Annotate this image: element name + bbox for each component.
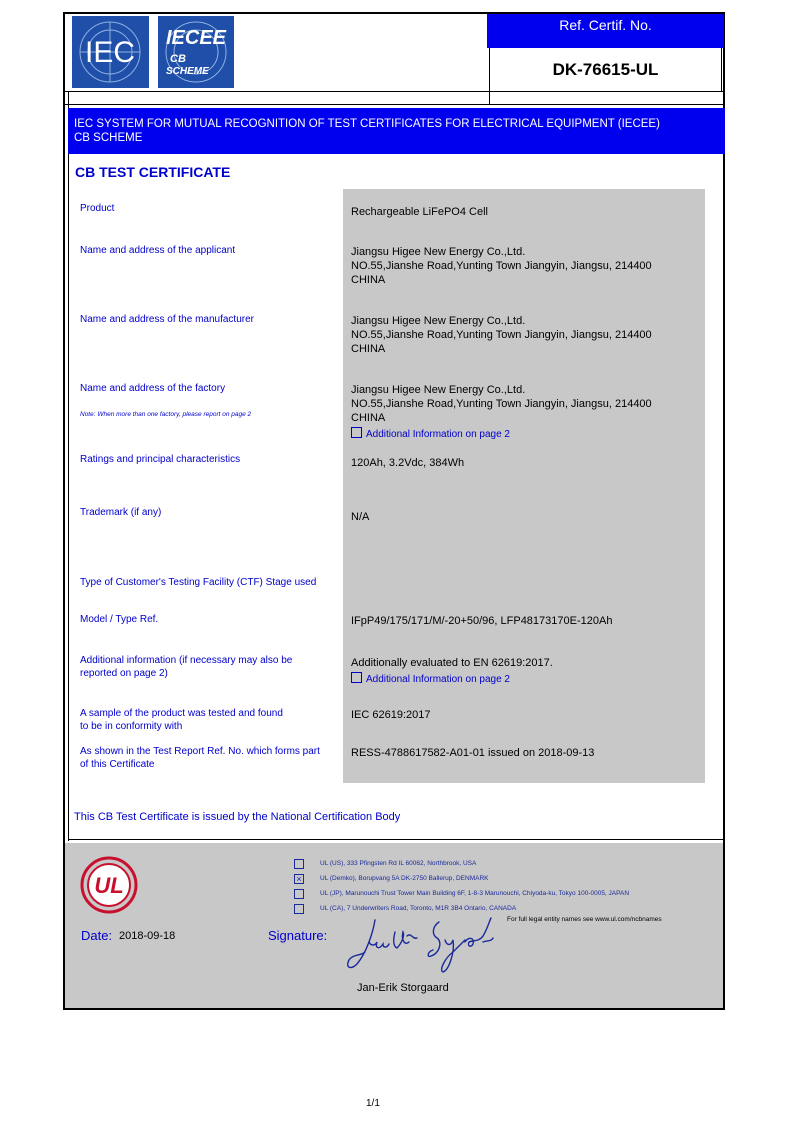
- ref-value: DK-76615-UL: [489, 48, 722, 92]
- ctf-label: Type of Customer's Testing Facility (CTF) Stage used: [80, 577, 317, 588]
- ul-site-item[interactable]: UL (US), 333 Pfingsten Rd IL 60062, Northbrook, USA: [294, 856, 629, 871]
- ref-certificate-box: [487, 14, 724, 92]
- ul-sites-list: [294, 856, 629, 916]
- banner-line1: IEC SYSTEM FOR MUTUAL RECOGNITION OF TEST CERTIFICATES FOR ELECTRICAL EQUIPMENT (IECEE): [74, 118, 660, 130]
- divider: [724, 91, 725, 841]
- iecee-banner: [68, 108, 725, 154]
- iec-logo: [72, 16, 149, 88]
- date-label: Date:: [81, 928, 113, 943]
- factory-label: Name and address of the factory: [80, 383, 226, 394]
- page-number: 1/1: [366, 1098, 380, 1109]
- ratings-label: Ratings and principal characteristics: [80, 454, 241, 465]
- model-value: IFpP49/175/171/M/-20+50/96, LFP48173170E-120Ah: [351, 615, 613, 627]
- divider: [65, 91, 725, 92]
- ul-logo: [80, 856, 138, 914]
- divider: [65, 104, 725, 105]
- applicant-label: Name and address of the applicant: [80, 245, 236, 256]
- sample-value: IEC 62619:2017: [351, 709, 431, 721]
- product-label: Product: [80, 203, 115, 214]
- factory-note: Note: When more than one factory, please report on page 2: [80, 411, 252, 418]
- manufacturer-value: Jiangsu Higee New Energy Co.,Ltd. NO.55,Jianshe Road,Yunting Town Jiangyin, Jiangsu, 214400 CHINA: [351, 315, 652, 355]
- sample-label: A sample of the product was tested and found to be in conformity with: [80, 708, 283, 732]
- additional-value: Additionally evaluated to EN 62619:2017.: [351, 657, 553, 669]
- checked-checkbox-icon: ×: [294, 874, 304, 884]
- legal-note: For full legal entity names see www.ul.com/ncbnames: [507, 916, 662, 923]
- iecee-cb-scheme-logo: [158, 16, 234, 88]
- factory-value: Jiangsu Higee New Energy Co.,Ltd. NO.55,Jianshe Road,Yunting Town Jiangyin, Jiangsu, 214400 CHINA: [351, 384, 652, 424]
- manufacturer-label: Name and address of the manufacturer: [80, 314, 254, 325]
- trademark-label: Trademark (if any): [80, 507, 162, 518]
- iecee-logo-sub1: CB: [170, 53, 186, 65]
- ref-label: Ref. Certif. No.: [487, 14, 724, 48]
- report-label: As shown in the Test Report Ref. No. which forms part of this Certificate: [80, 746, 320, 770]
- signature-image: [335, 912, 505, 978]
- divider: [489, 91, 490, 105]
- report-value: RESS-4788617582-A01-01 issued on 2018-09-13: [351, 747, 595, 759]
- iec-logo-text: IEC: [84, 36, 136, 69]
- iecee-logo-text: IECEE: [165, 27, 227, 49]
- product-value: Rechargeable LiFePO4 Cell: [351, 206, 488, 218]
- banner-line2: CB SCHEME: [74, 132, 143, 144]
- ul-site-item[interactable]: UL (JP), Marunouchi Trust Tower Main Building 6F, 1-8-3 Marunouchi, Chiyoda-ku, Tokyo 100-0005, JAPAN: [294, 886, 629, 901]
- additional-more-checkbox[interactable]: Additional Information on page 2: [351, 672, 510, 686]
- signer-name: Jan-Erik Storgaard: [357, 982, 449, 994]
- date-value: 2018-09-18: [119, 930, 176, 942]
- ul-site-item[interactable]: UL (CA), 7 Underwriters Road, Toronto, M1R 3B4 Ontario, CANADA: [294, 901, 629, 916]
- signature-label: Signature:: [268, 928, 328, 943]
- checkbox-icon: [294, 904, 304, 914]
- checkbox-icon: [351, 672, 362, 683]
- ul-logo-text: UL: [94, 873, 124, 898]
- checkbox-icon: [351, 427, 362, 438]
- applicant-value: Jiangsu Higee New Energy Co.,Ltd. NO.55,Jianshe Road,Yunting Town Jiangyin, Jiangsu, 214400 CHINA: [351, 246, 652, 286]
- certificate-title: CB TEST CERTIFICATE: [75, 164, 231, 180]
- issued-by-text: This CB Test Certificate is issued by the National Certification Body: [74, 811, 401, 823]
- divider: [68, 839, 724, 840]
- checkbox-icon: [294, 859, 304, 869]
- ul-site-item[interactable]: × UL (Demko), Borupvang 5A DK-2750 Ballerup, DENMARK: [294, 871, 629, 886]
- trademark-value: N/A: [351, 511, 370, 523]
- iecee-logo-sub2: SCHEME: [166, 66, 209, 77]
- factory-additional-checkbox[interactable]: Additional Information on page 2: [351, 427, 510, 441]
- divider: [68, 91, 69, 841]
- ratings-value: 120Ah, 3.2Vdc, 384Wh: [351, 457, 465, 469]
- model-label: Model / Type Ref.: [80, 614, 159, 625]
- additional-label: Additional information (if necessary may also be reported on page 2): [80, 655, 293, 679]
- checkbox-icon: [294, 889, 304, 899]
